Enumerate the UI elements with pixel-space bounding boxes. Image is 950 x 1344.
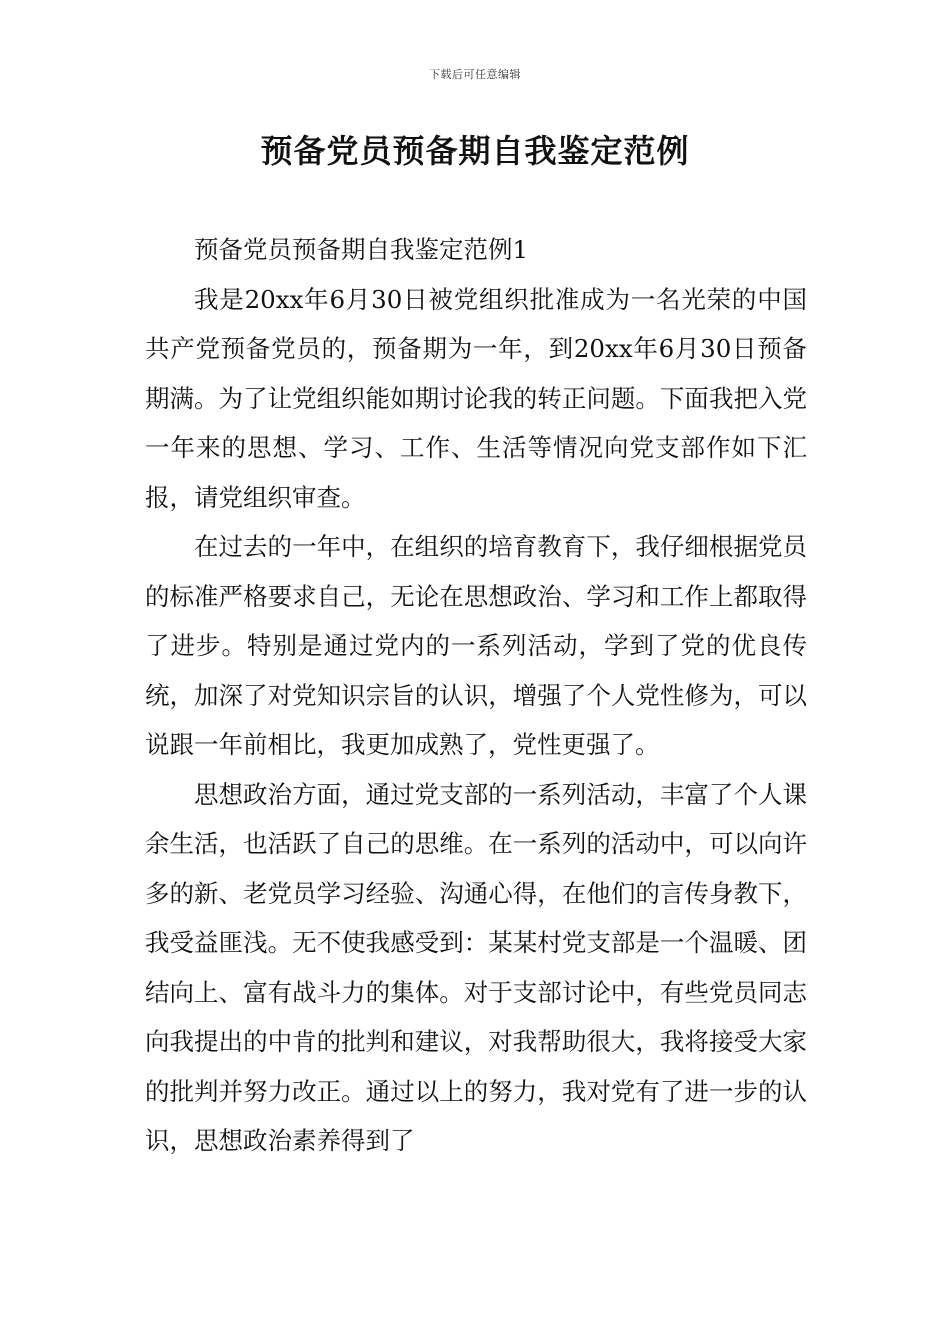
paragraph: 思想政治方面，通过党支部的一系列活动，丰富了个人课余生活，也活跃了自己的思维。在一系列的活动中，可以向许多的新、老党员学习经验、沟通心得，在他们的言传身教下，我受益匪浅。无不使我感受到：某某村党支部是一个温暖、团结向上、富有战斗力的集体。对于支部讨论中，有些党员同志向我提出的中肯的批判和建议，对我帮助很大，我将接受大家的批判并努力改正。通过以上的努力，我对党有了进一步的认识，思想政治素养得到了	[145, 779, 807, 1155]
header-note: 下载后可任意编辑	[429, 68, 521, 81]
document-body	[145, 225, 807, 1166]
page-title: 预备党员预备期自我鉴定范例	[260, 132, 690, 170]
paragraph: 我是20xx年6月30日被党组织批准成为一名光荣的中国共产党预备党员的，预备期为一年，到20xx年6月30日预备期满。为了让党组织能如期讨论我的转正问题。下面我把入党一年来的思想、学习、工作、生活等情况向党支部作如下汇报，请党组织审查。	[145, 284, 807, 512]
paragraph-subtitle: 预备党员预备期自我鉴定范例1	[194, 235, 529, 264]
paragraph: 在过去的一年中，在组织的培育教育下，我仔细根据党员的标准严格要求自己，无论在思想政治、学习和工作上都取得了进步。特别是通过党内的一系列活动，学到了党的优良传统，加深了对党知识宗旨的认识，增强了个人党性修为，可以说跟一年前相比，我更加成熟了，党性更强了。	[145, 532, 807, 759]
